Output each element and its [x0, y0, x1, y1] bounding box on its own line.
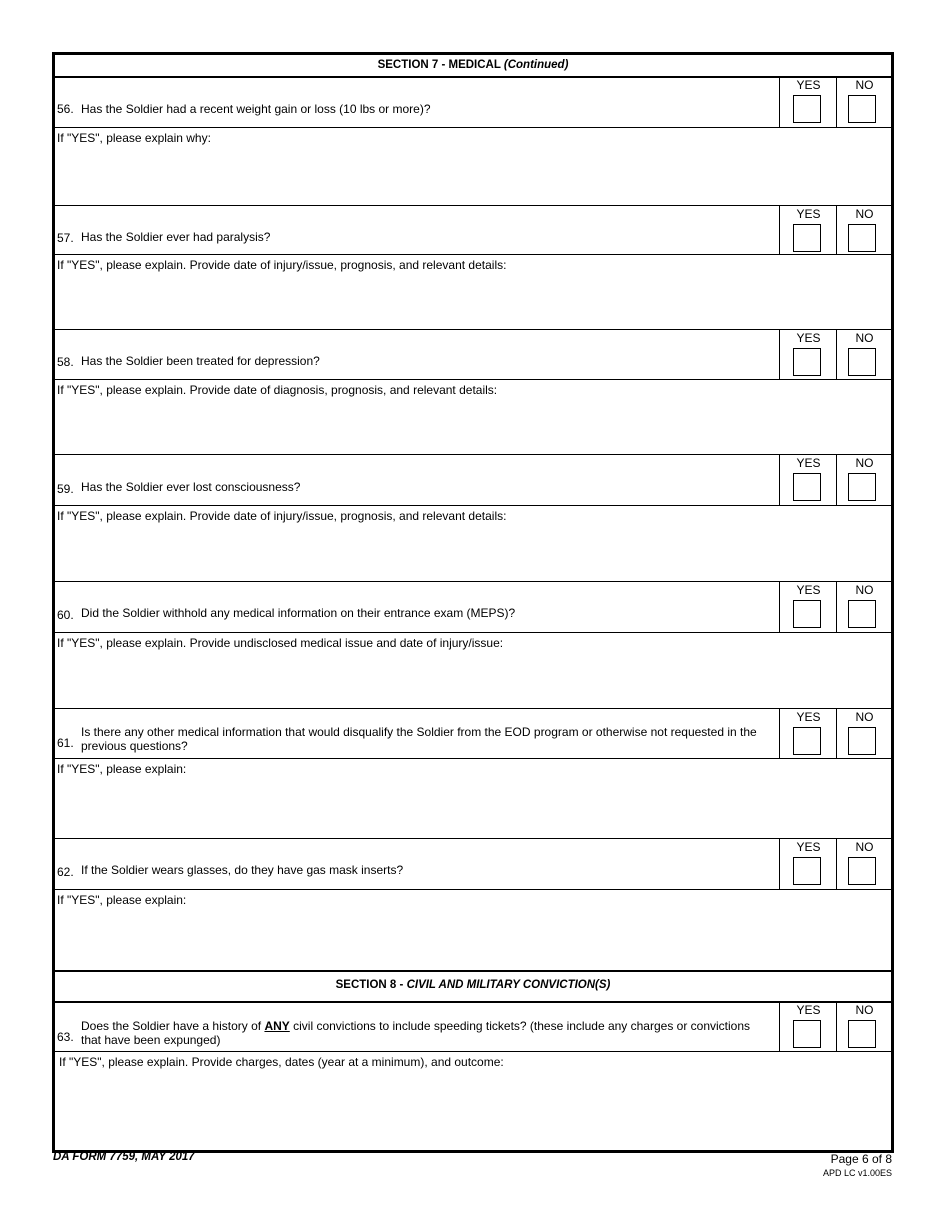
question-text: Has the Soldier ever had paralysis?: [81, 230, 271, 244]
yes-checkbox[interactable]: [793, 600, 821, 628]
no-checkbox[interactable]: [848, 224, 876, 252]
question-number: 58.: [57, 355, 74, 369]
question-number: 59.: [57, 482, 74, 496]
question-text-part: civil convictions to include speeding tickets? (these include any charges or convictions that have been expunged): [81, 1019, 751, 1047]
yes-label: YES: [796, 710, 821, 724]
no-column: [836, 839, 892, 889]
form-version: APD LC v1.00ES: [822, 1168, 892, 1178]
section-7-title: SECTION 7 - MEDICAL: [377, 59, 501, 71]
yes-label: YES: [796, 456, 821, 470]
no-checkbox[interactable]: [848, 1020, 876, 1048]
page-number: Page 6 of 8: [830, 1152, 892, 1166]
yes-checkbox[interactable]: [793, 727, 821, 755]
question-56-row: [55, 77, 891, 128]
question-62-row: [55, 839, 891, 890]
explanation-prompt: If "YES", please explain why:: [57, 131, 211, 145]
no-column: [836, 1002, 892, 1051]
section-8-title: SECTION 8 -: [335, 979, 407, 991]
question-59-row: [55, 455, 891, 506]
explanation-field[interactable]: [55, 1052, 891, 1150]
emphasis-any: ANY: [264, 1019, 290, 1033]
yes-checkbox[interactable]: [793, 224, 821, 252]
question-63-row: [55, 1002, 891, 1052]
question-number: 57.: [57, 231, 74, 245]
yes-column: [779, 839, 837, 889]
no-label: NO: [855, 583, 874, 597]
explanation-prompt: If "YES", please explain. Provide date of injury/issue, prognosis, and relevant details:: [57, 509, 507, 523]
yes-label: YES: [796, 583, 821, 597]
no-checkbox[interactable]: [848, 857, 876, 885]
question-text: [81, 1019, 773, 1047]
question-text: Has the Soldier had a recent weight gain or loss (10 lbs or more)?: [81, 102, 431, 116]
no-label: NO: [855, 456, 874, 470]
question-text: If the Soldier wears glasses, do they have gas mask inserts?: [81, 863, 404, 877]
yes-checkbox[interactable]: [793, 857, 821, 885]
no-checkbox[interactable]: [848, 348, 876, 376]
explanation-field[interactable]: [55, 890, 891, 970]
no-column: [836, 455, 892, 505]
explanation-prompt: If "YES", please explain. Provide date of diagnosis, prognosis, and relevant details:: [57, 383, 498, 397]
question-number: 56.: [57, 102, 74, 116]
no-label: NO: [855, 78, 874, 92]
question-number: 62.: [57, 865, 74, 879]
yes-label: YES: [796, 78, 821, 92]
explanation-field[interactable]: [55, 255, 891, 330]
section-8-header: [55, 970, 891, 1003]
explanation-prompt: If "YES", please explain:: [57, 762, 187, 776]
yes-column: [779, 206, 837, 254]
question-text: Did the Soldier withhold any medical information on their entrance exam (MEPS)?: [81, 606, 516, 620]
yes-checkbox[interactable]: [793, 473, 821, 501]
question-number: 63.: [57, 1030, 74, 1044]
yes-label: YES: [796, 1003, 821, 1017]
question-text-part: Does the Soldier have a history of: [81, 1019, 265, 1033]
no-checkbox[interactable]: [848, 727, 876, 755]
no-label: NO: [855, 840, 874, 854]
question-number: 60.: [57, 608, 74, 622]
form-id: DA FORM 7759, MAY 2017: [53, 1151, 195, 1163]
section-7-header: [55, 55, 891, 78]
question-57-row: [55, 206, 891, 255]
explanation-field[interactable]: [55, 128, 891, 206]
no-column: [836, 77, 892, 127]
question-60-row: [55, 582, 891, 633]
form-page: [52, 52, 894, 1153]
yes-label: YES: [796, 207, 821, 221]
yes-label: YES: [796, 331, 821, 345]
no-checkbox[interactable]: [848, 600, 876, 628]
no-label: NO: [855, 331, 874, 345]
section-8-suffix: CIVIL AND MILITARY CONVICTION(S): [406, 979, 611, 991]
no-column: [836, 330, 892, 379]
yes-label: YES: [796, 840, 821, 854]
explanation-field[interactable]: [55, 506, 891, 582]
yes-checkbox[interactable]: [793, 348, 821, 376]
question-text: Is there any other medical information that would disqualify the Soldier from the EOD program or otherwise not requested in the previous questions?: [81, 725, 757, 753]
explanation-prompt: If "YES", please explain. Provide date of injury/issue, prognosis, and relevant details:: [57, 258, 507, 272]
no-label: NO: [855, 710, 874, 724]
yes-column: [779, 330, 837, 379]
yes-column: [779, 455, 837, 505]
no-label: NO: [855, 1003, 874, 1017]
no-label: NO: [855, 207, 874, 221]
question-61-row: [55, 709, 891, 759]
no-column: [836, 709, 892, 758]
yes-checkbox[interactable]: [793, 1020, 821, 1048]
no-column: [836, 582, 892, 632]
yes-checkbox[interactable]: [793, 95, 821, 123]
explanation-field[interactable]: [55, 759, 891, 839]
no-checkbox[interactable]: [848, 473, 876, 501]
explanation-field[interactable]: [55, 380, 891, 455]
explanation-prompt: If "YES", please explain. Provide undisclosed medical issue and date of injury/issue:: [57, 636, 504, 650]
no-checkbox[interactable]: [848, 95, 876, 123]
no-column: [836, 206, 892, 254]
section-7-suffix: (Continued): [503, 59, 569, 71]
question-number: 61.: [57, 736, 74, 750]
question-text: Has the Soldier ever lost consciousness?: [81, 480, 301, 494]
yes-column: [779, 1002, 837, 1051]
question-58-row: [55, 330, 891, 380]
explanation-field[interactable]: [55, 633, 891, 709]
yes-column: [779, 77, 837, 127]
explanation-prompt: If "YES", please explain:: [57, 893, 187, 907]
yes-column: [779, 582, 837, 632]
explanation-prompt: If "YES", please explain. Provide charges, dates (year at a minimum), and outcome:: [59, 1055, 504, 1069]
yes-column: [779, 709, 837, 758]
question-text: Has the Soldier been treated for depression?: [81, 354, 320, 368]
